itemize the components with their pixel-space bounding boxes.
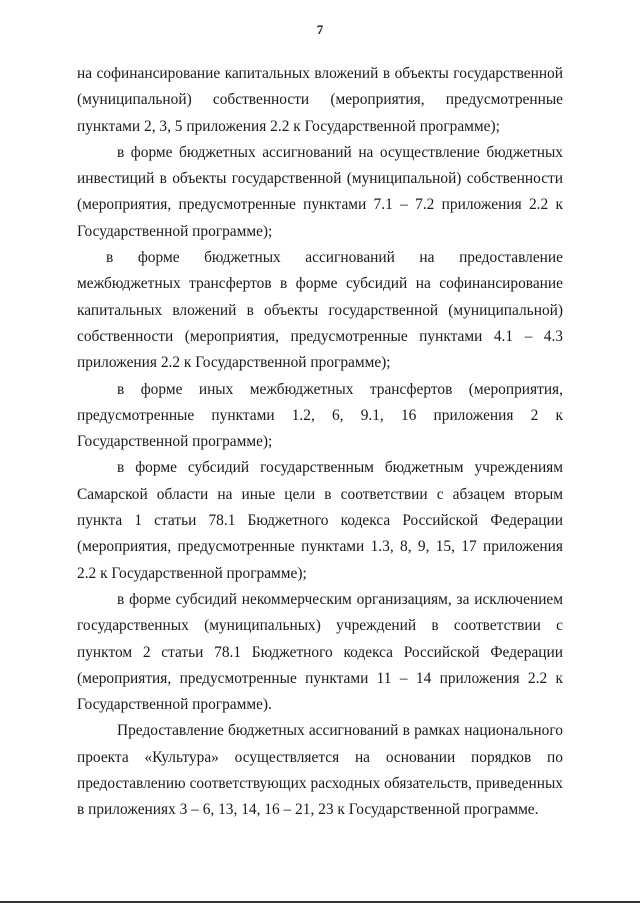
paragraph-subsidies-institutions: в форме субсидий государственным бюджетным учреждениям Самарской области на иные цели в соответствии с абзацем вторым пункта 1 статьи 78.1 Бюджетного кодекса Российской Федерации (мероприятия, предусмотренные пунктами 1.3, 8, 9, 15, 17 приложения 2.2 к Государственной программе); (77, 459, 563, 582)
paragraph-capital-investments-continuation: на софинансирование капитальных вложений в объекты государственной (муниципальной) собственности (мероприятия, предусмотренные пунктами 2, 3, 5 приложения 2.2 к Государственной программе); (77, 65, 563, 135)
page-number: 7 (316, 22, 324, 37)
paragraph-subsidies-nonprofits: в форме субсидий некоммерческим организациям, за исключением государственных (муниципальных) учреждений в соответствии с пунктом 2 статьи 78.1 Бюджетного кодекса Российской Федерации (мероприятия, предусмотренные пунктами 11 – 14 приложения 2.2 к Государственной программе). (77, 590, 563, 714)
paragraph-budget-investments: в форме бюджетных ассигнований на осуществление бюджетных инвестиций в объекты государственной (муниципальной) собственности (мероприятия, предусмотренные пунктами 7.1 – 7.2 приложения 2.2 к Государственной программе); (77, 143, 563, 240)
page-bottom-rule (0, 901, 640, 903)
paragraph-other-transfers: в форме иных межбюджетных трансфертов (мероприятия, предусмотренные пунктами 1.2, 6, 9.1, 16 приложения 2 к Государственной программе); (77, 380, 563, 451)
paragraph-interbudget-transfers: в форме бюджетных ассигнований на предоставление межбюджетных трансфертов в форме субсидий на софинансирование капитальных вложений в объекты государственной (муниципальной) собственности (мероприятия, предусмотренные пунктами 4.1 – 4.3 приложения 2.2 к Государственной программе); (77, 249, 563, 372)
paragraph-national-project: Предоставление бюджетных ассигнований в рамках национального проекта «Культура» осуществляется на основании порядков по предоставлению соответствующих расходных обязательств, приведенных в приложениях 3 – 6, 13, 14, 16 – 21, 23 к Государственной программе. (77, 722, 563, 819)
document-body (77, 61, 563, 824)
